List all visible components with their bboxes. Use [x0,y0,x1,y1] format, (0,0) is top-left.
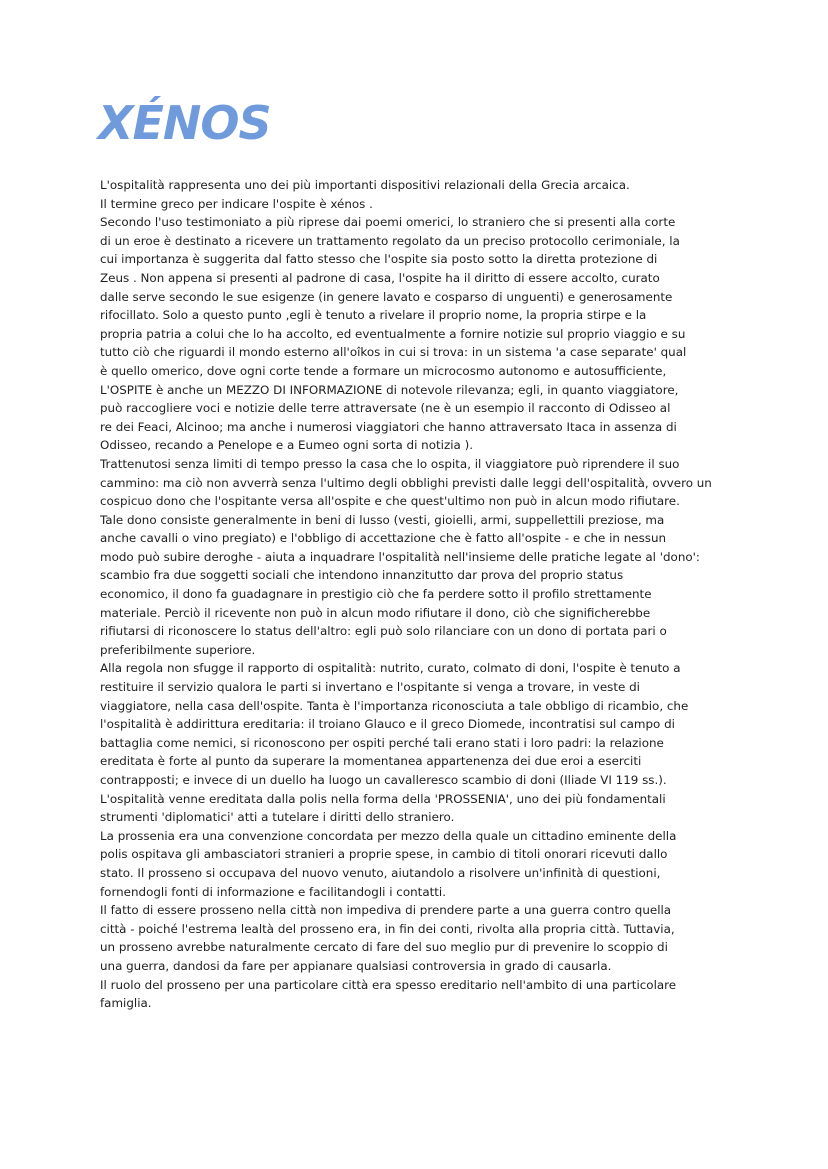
text-line: modo può subire deroghe - aiuta a inquadrare l'ospitalità nell'insieme delle pratiche legate al 'dono': [100,549,700,564]
text-line: è quello omerico, dove ogni corte tende a formare un microcosmo autonomo e autosufficiente, [100,363,667,378]
text-line: di un eroe è destinato a ricevere un trattamento regolato da un preciso protocollo cerimoniale, la [100,233,680,248]
text-line: famiglia. [100,996,152,1011]
text-line: Trattenutosi senza limiti di tempo presso la casa che lo ospita, il viaggiatore può riprendere il suo [100,456,680,471]
text-line: l'ospitalità è addirittura ereditaria: il troiano Glauco e il greco Diomede, incontratisi sul campo di [100,717,675,732]
text-line: Zeus . Non appena si presenti al padrone di casa, l'ospite ha il diritto di essere accolto, curato [100,270,660,285]
text-line: La prossenia era una convenzione concordata per mezzo della quale un cittadino eminente della [100,828,677,843]
text-line: battaglia come nemici, si riconoscono per ospiti perché tali erano stati i loro padri: la relazione [100,735,664,750]
text-line: L'OSPITE è anche un MEZZO DI INFORMAZIONE di notevole rilevanza; egli, in quanto viaggiatore, [100,382,679,397]
text-line: L'ospitalità venne ereditata dalla polis nella forma della 'PROSSENIA', uno dei più fondamentali [100,791,666,806]
text-line: Tale dono consiste generalmente in beni di lusso (vesti, gioielli, armi, suppellettili preziose, ma [100,512,665,527]
text-line: stato. Il prosseno si occupava del nuovo venuto, aiutandolo a risolvere un'infinità di questioni, [100,865,661,880]
page-title: XÉNOS [98,96,271,150]
text-line: propria patria a colui che lo ha accolto, ed eventualmente a fornire notizie sul proprio viaggio e su [100,326,686,341]
text-line: Il ruolo del prosseno per una particolare città era spesso ereditario nell'ambito di una particolare [100,977,677,992]
text-line: scambio fra due soggetti sociali che intendono innanzitutto dar prova del proprio status [100,568,624,583]
text-line: Secondo l'uso testimoniato a più riprese dai poemi omerici, lo straniero che si presenti alla corte [100,215,676,230]
notes-body [100,176,732,1013]
text-line: re dei Feaci, Alcinoo; ma anche i numerosi viaggiatori che hanno attraversato Itaca in assenza di [100,419,677,434]
text-line: tutto ciò che riguardi il mondo esterno all'oîkos in cui si trova: in un sistema 'a case separate' qual [100,345,687,360]
text-line: può raccogliere voci e notizie delle terre attraversate (ne è un esempio il racconto di Odisseo al [100,401,671,416]
text-line: Odisseo, recando a Penelope e a Eumeo ogni sorta di notizia ). [100,438,473,453]
text-line: contrapposti; e invece di un duello ha luogo un cavalleresco scambio di doni (Iliade VI 119 ss.). [100,773,667,787]
text-line: materiale. Perciò il ricevente non può in alcun modo rifiutare il dono, ciò che significherebbe [100,605,651,620]
text-line: economico, il dono fa guadagnare in prestigio ciò che fa perdere sotto il profilo strettamente [100,587,652,602]
text-line: rifocillato. Solo a questo punto ,egli è tenuto a rivelare il proprio nome, la propria stirpe e la [100,308,647,323]
text-line: una guerra, dandosi da fare per appianare qualsiasi controversia in grado di causarla. [100,958,612,973]
text-line: polis ospitava gli ambasciatori stranieri a proprie spese, in cambio di titoli onorari ricevuti dallo [100,847,668,862]
text-line: L'ospitalità rappresenta uno dei più importanti dispositivi relazionali della Grecia arcaica. [100,178,630,192]
text-line: cui importanza è suggerita dal fatto stesso che l'ospite sia posto sotto la diretta protezione di [100,252,658,267]
text-line: rifiutarsi di riconoscere lo status dell'altro: egli può solo rilanciare con un dono di portata pari o [100,624,667,639]
text-line: strumenti 'diplomatici' atti a tutelare i diritti dello straniero. [100,810,455,825]
text-line: fornendogli fonti di informazione e facilitandogli i contatti. [100,884,447,899]
text-line: Il fatto di essere prosseno nella città non impediva di prendere parte a una guerra contro quella [100,903,672,918]
text-line: preferibilmente superiore. [100,642,256,657]
text-line: città - poiché l'estrema lealtà del prosseno era, in fin dei conti, rivolta alla propria città. Tuttavia, [100,921,675,936]
text-line: restituire il servizio qualora le parti si invertano e l'ospitante si venga a trovare, in veste di [100,680,640,695]
text-line: Il termine greco per indicare l'ospite è xénos . [100,196,373,211]
text-line: cospicuo dono che l'ospitante versa all'ospite e che quest'ultimo non può in alcun modo rifiutare. [100,494,680,509]
text-line: Alla regola non sfugge il rapporto di ospitalità: nutrito, curato, colmato di doni, l'ospite è tenuto a [100,661,681,676]
text-line: ereditata è forte al punto da superare la momentanea appartenenza dei due eroi a eserciti [100,754,642,769]
text-line: anche cavalli o vino pregiato) e l'obbligo di accettazione che è fatto all'ospite - e che in nessun [100,531,667,546]
text-line: cammino: ma ciò non avverrà senza l'ultimo degli obblighi previsti dalle leggi dell'ospitalità, ovvero un [100,475,712,490]
text-line: un prosseno avrebbe naturalmente cercato di fare del suo meglio pur di prevenire lo scoppio di [100,940,668,955]
text-line: dalle serve secondo le sue esigenze (in genere lavato e cosparso di unguenti) e generosamente [100,289,673,304]
text-line: viaggiatore, nella casa dell'ospite. Tanta è l'importanza riconosciuta a tale obbligo di ricambio, che [100,698,689,713]
